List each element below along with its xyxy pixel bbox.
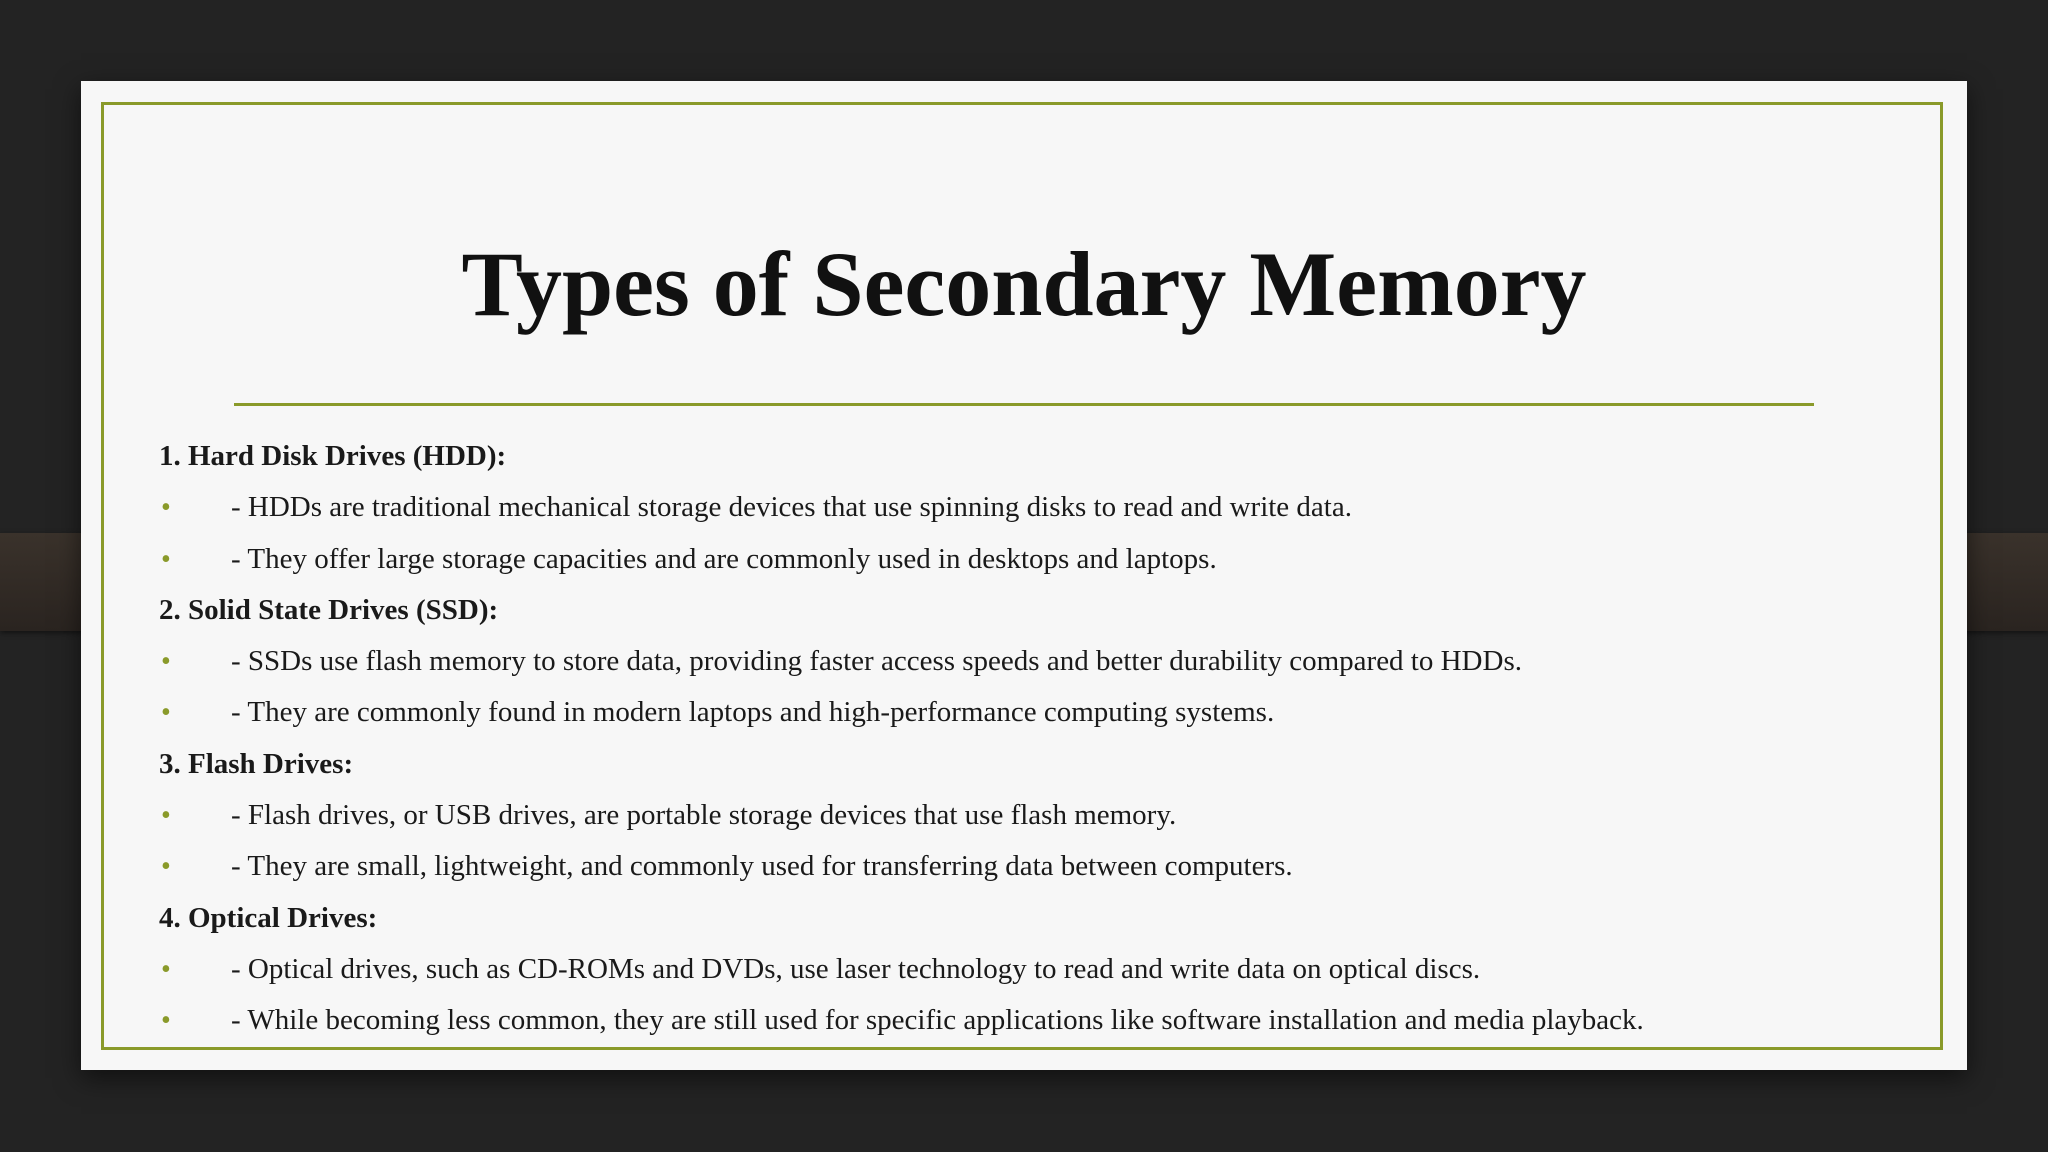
section-heading-optical: 4. Optical Drives: xyxy=(159,901,378,934)
bullet-text: - Flash drives, or USB drives, are portable storage devices that use flash memory. xyxy=(231,799,1177,832)
bullet-icon: • xyxy=(161,697,171,729)
slide-title: Types of Secondary Memory xyxy=(461,233,1587,335)
slide xyxy=(81,81,1967,1070)
title-divider xyxy=(234,403,1814,406)
bullet-icon: • xyxy=(161,492,171,524)
bullet-text: - Optical drives, such as CD-ROMs and DVDs, use laser technology to read and write data on optical discs. xyxy=(231,952,1481,985)
bullet-item xyxy=(159,482,1879,533)
bullet-icon: • xyxy=(161,851,171,883)
section-heading-ssd: 2. Solid State Drives (SSD): xyxy=(159,593,499,626)
bullet-icon: • xyxy=(161,800,171,832)
bullet-text: - They offer large storage capacities and are commonly used in desktops and laptops. xyxy=(231,542,1217,575)
section-heading-hdd: 1. Hard Disk Drives (HDD): xyxy=(159,440,507,472)
slide-content xyxy=(159,431,1879,1047)
section-heading-flash: 3. Flash Drives: xyxy=(159,747,354,780)
bullet-item xyxy=(159,995,1879,1046)
bullet-text: - They are small, lightweight, and commonly used for transferring data between computers. xyxy=(231,850,1293,883)
bullet-text: - HDDs are traditional mechanical storage devices that use spinning disks to read and write data. xyxy=(231,491,1352,524)
bullet-text: - SSDs use flash memory to store data, providing faster access speeds and better durability compared to HDDs. xyxy=(231,645,1522,678)
bullet-icon: • xyxy=(161,543,171,575)
bullet-icon: • xyxy=(161,953,171,985)
bullet-text: - While becoming less common, they are still used for specific applications like software installation and media playback. xyxy=(231,1004,1644,1037)
bullet-item xyxy=(159,841,1879,892)
bullet-item xyxy=(159,636,1879,687)
bullet-text: - They are commonly found in modern laptops and high-performance computing systems. xyxy=(231,696,1275,729)
bullet-item xyxy=(159,687,1879,738)
bullet-item xyxy=(159,534,1879,585)
bullet-item xyxy=(159,790,1879,841)
bullet-item xyxy=(159,944,1879,995)
bullet-icon: • xyxy=(161,646,171,678)
bullet-icon: • xyxy=(161,1005,171,1037)
